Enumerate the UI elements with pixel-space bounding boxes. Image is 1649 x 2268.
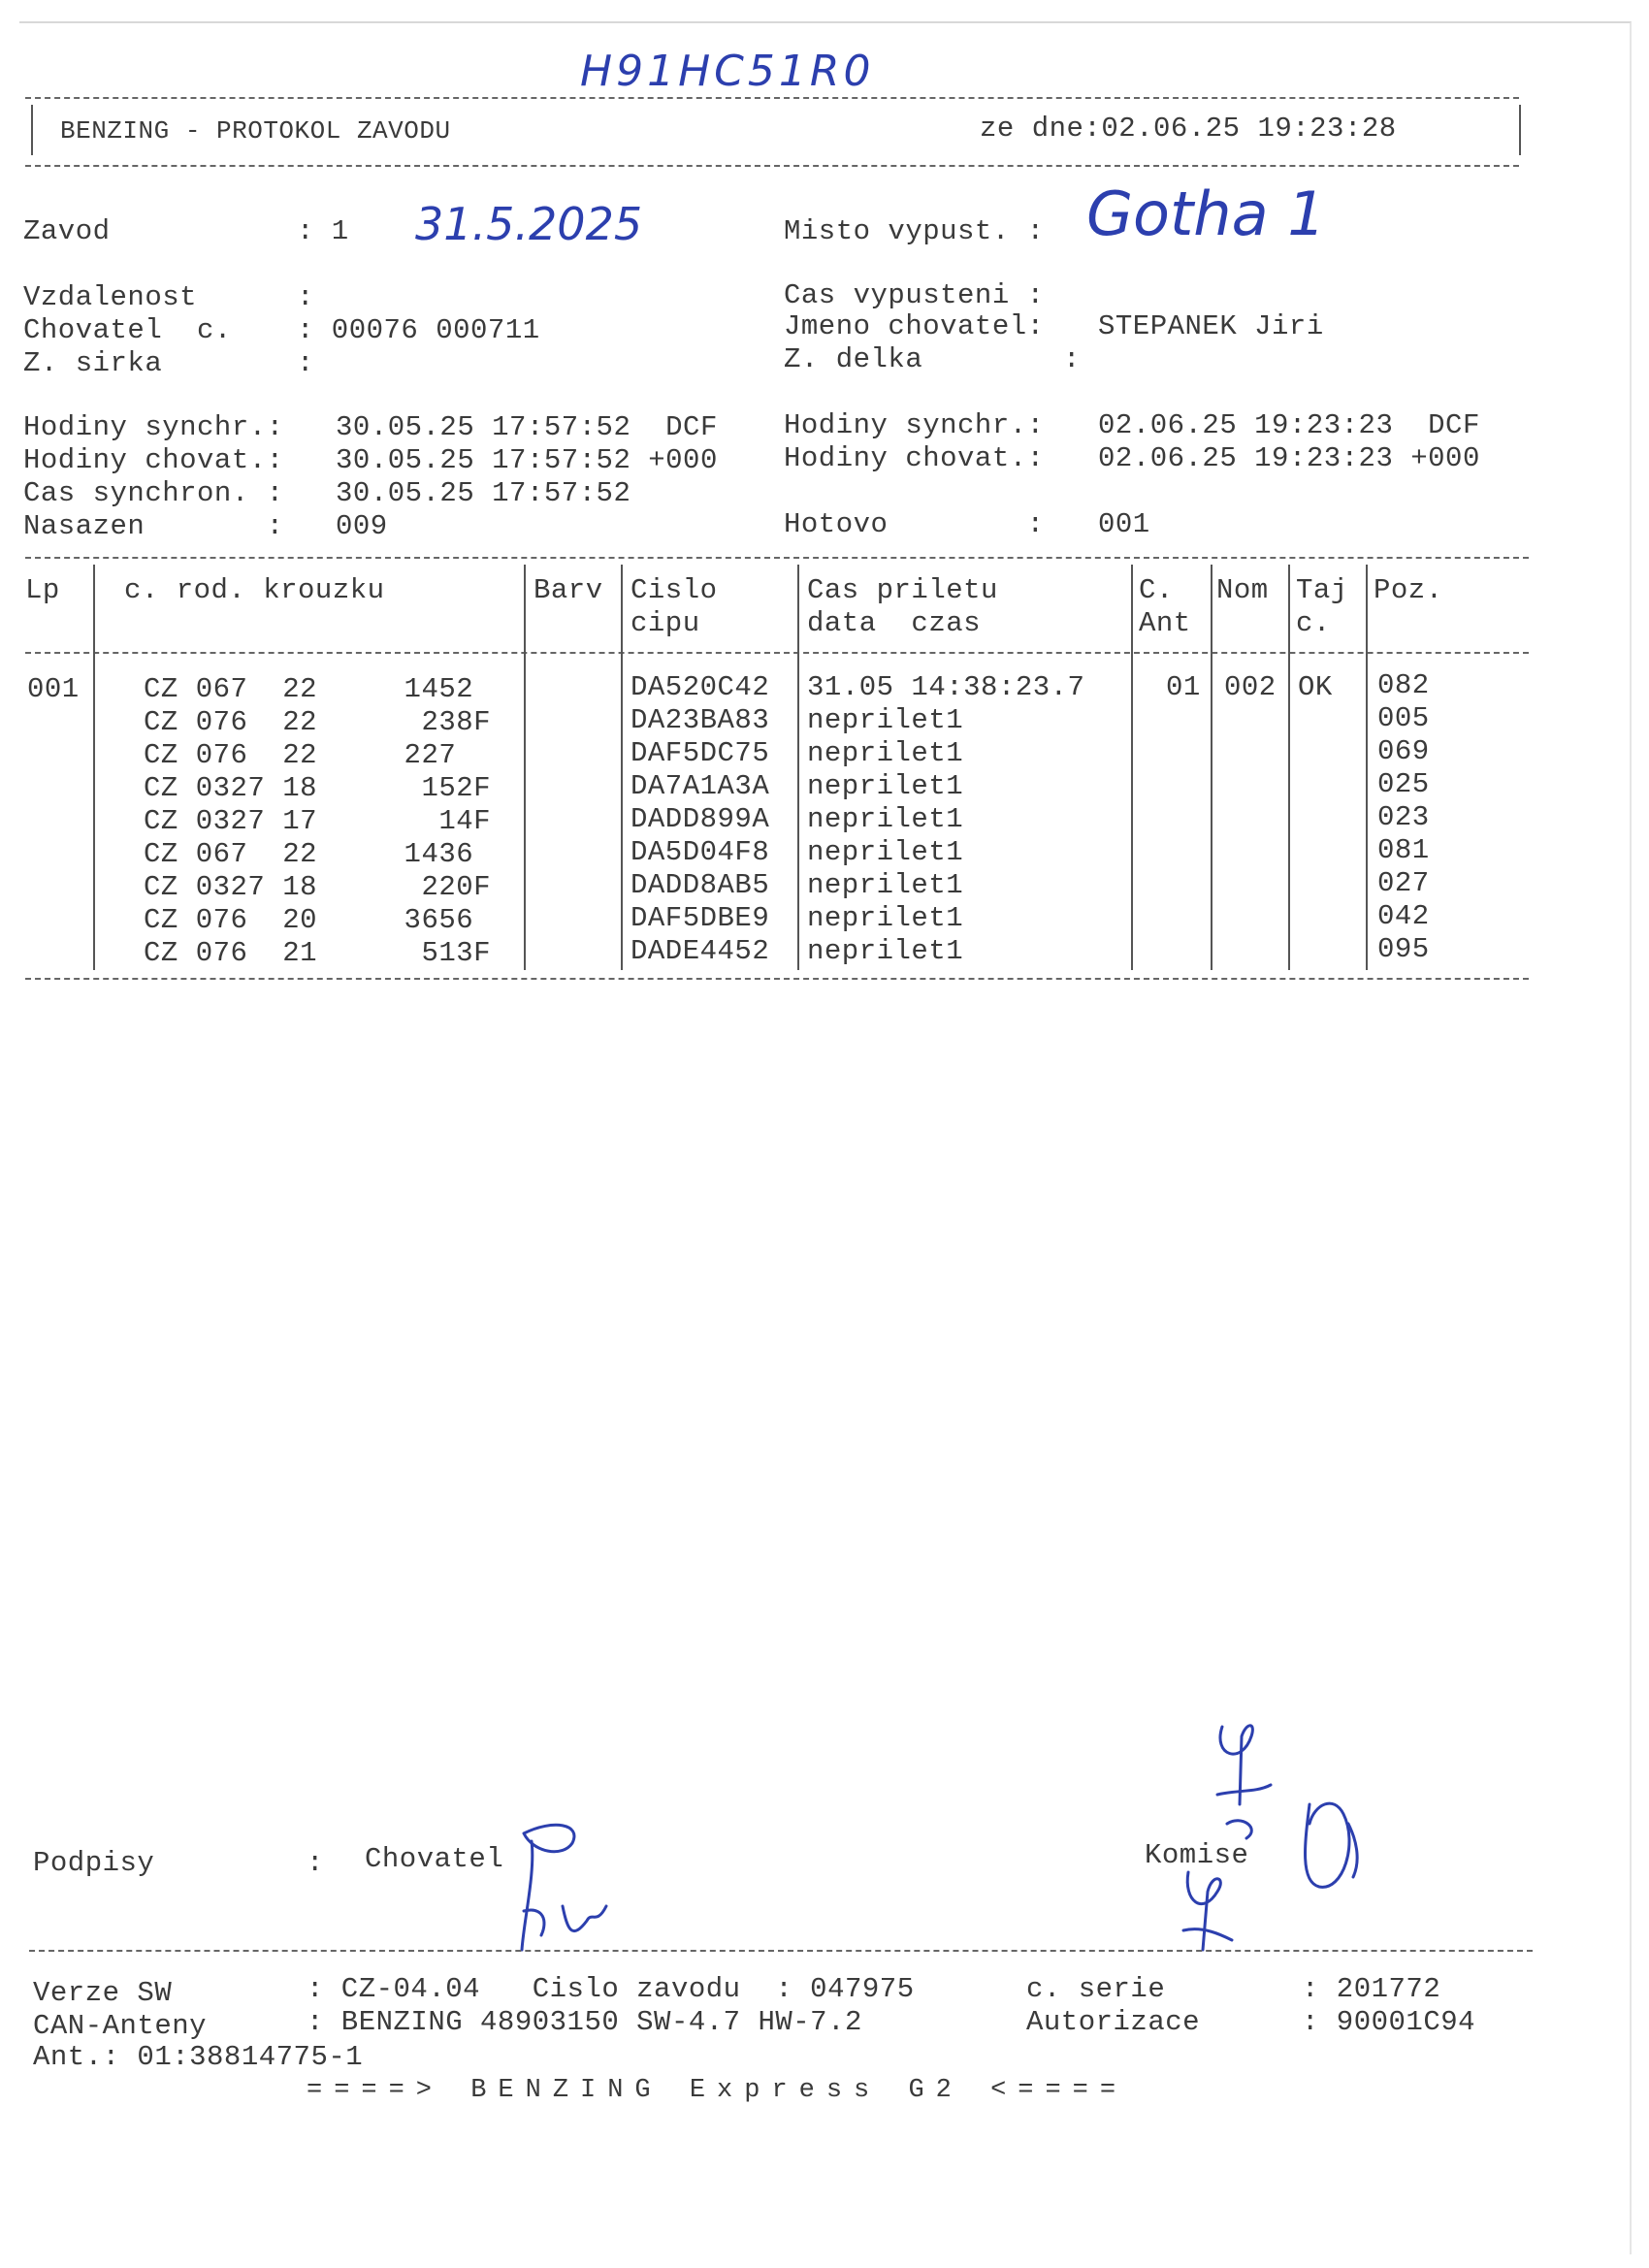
row-lp: 001 — [27, 673, 80, 705]
auth-label: Autorizace — [1026, 2006, 1201, 2038]
row-nom: 002 — [1224, 671, 1277, 703]
header-bottom-rule — [25, 165, 1519, 167]
zavod-value: : 1 — [297, 215, 349, 247]
table-bottom-rule — [25, 978, 1529, 980]
commission-signature-3 — [1174, 1863, 1251, 1960]
row-ring: CZ 0327 18 220F — [144, 871, 492, 903]
header-ring: c. rod. krouzku — [124, 574, 385, 606]
row-ring: CZ 076 20 3656 — [144, 904, 474, 936]
row-time: 31.05 14:38:23.7 — [807, 671, 1085, 703]
header-cipu: cipu — [630, 607, 700, 639]
col-sep-8 — [1366, 565, 1368, 970]
chovatel-value: : 00076 000711 — [297, 314, 540, 346]
sync-left-label-1: Hodiny synchr.: — [23, 411, 284, 443]
row-chip: DA23BA83 — [630, 704, 770, 736]
zavod-label: Zavod — [23, 215, 111, 247]
sync-right-value-1: 02.06.25 19:23:23 DCF — [1098, 409, 1480, 441]
header-taj-c: c. — [1296, 607, 1331, 639]
sync-left-value-1: 30.05.25 17:57:52 DCF — [336, 411, 718, 443]
report-date: ze dne:02.06.25 19:23:28 — [980, 113, 1397, 145]
row-ring: CZ 076 22 238F — [144, 706, 492, 738]
hotovo-value: 001 — [1098, 508, 1150, 540]
col-sep-1 — [93, 565, 95, 970]
col-sep-4 — [797, 565, 799, 970]
nasazen-label: Nasazen : — [23, 510, 284, 542]
row-chip: DADD899A — [630, 803, 770, 835]
row-poz: 023 — [1377, 801, 1430, 833]
row-poz: 081 — [1377, 834, 1430, 866]
row-ring: CZ 067 22 1452 — [144, 673, 474, 705]
auth-value: : 90001C94 — [1302, 2006, 1476, 2038]
row-poz: 082 — [1377, 669, 1430, 701]
sync-left-label-3: Cas synchron. : — [23, 477, 284, 509]
breeder-signature — [495, 1814, 630, 1960]
can-label: CAN-Anteny — [33, 2010, 208, 2042]
z-delka-label: Z. delka — [784, 343, 923, 375]
row-time: neprilet1 — [807, 704, 964, 736]
verze-value: : CZ-04.04 Cislo zavodu : 047975 — [307, 1973, 915, 2005]
row-time: neprilet1 — [807, 737, 964, 769]
header-c: C. — [1139, 574, 1174, 606]
handwritten-race-date: 31.5.2025 — [415, 198, 643, 250]
header-top-rule — [25, 97, 1519, 99]
header-cislo: Cislo — [630, 574, 718, 606]
commission-signature-2 — [1290, 1785, 1377, 1901]
cas-vypusteni-label: Cas vypusteni : — [784, 279, 1045, 311]
row-time: neprilet1 — [807, 770, 964, 802]
row-poz: 095 — [1377, 933, 1430, 965]
jmeno-value: STEPANEK Jiri — [1098, 310, 1324, 342]
row-chip: DA7A1A3A — [630, 770, 770, 802]
row-ant: 01 — [1166, 671, 1201, 703]
sync-right-label-2: Hodiny chovat.: — [784, 442, 1045, 474]
col-sep-2 — [524, 565, 526, 970]
row-chip: DAF5DBE9 — [630, 902, 770, 934]
header-right-border — [1519, 105, 1521, 155]
serie-value: : 201772 — [1302, 1973, 1441, 2005]
row-poz: 042 — [1377, 900, 1430, 932]
sync-right-label-1: Hodiny synchr.: — [784, 409, 1045, 441]
header-taj: Taj — [1296, 574, 1348, 606]
row-chip: DA520C42 — [630, 671, 770, 703]
row-time: neprilet1 — [807, 836, 964, 868]
header-left-border — [31, 105, 33, 155]
handwritten-release-place: Gotha 1 — [1086, 178, 1326, 249]
misto-label: Misto vypust. : — [784, 215, 1045, 247]
header-data-czas: data czas — [807, 607, 982, 639]
row-ring: CZ 067 22 1436 — [144, 838, 474, 870]
podpisy-label: Podpisy — [33, 1847, 155, 1879]
footer-rule — [29, 1950, 1533, 1952]
row-time: neprilet1 — [807, 869, 964, 901]
serie-label: c. serie — [1026, 1973, 1166, 2005]
col-sep-6 — [1211, 565, 1212, 970]
vzdalenost-label: Vzdalenost — [23, 281, 198, 313]
table-header-rule — [25, 652, 1529, 654]
table-top-rule — [25, 557, 1529, 559]
row-chip: DA5D04F8 — [630, 836, 770, 868]
hotovo-label: Hotovo : — [784, 508, 1045, 540]
sync-left-label-2: Hodiny chovat.: — [23, 444, 284, 476]
can-value: : BENZING 48903150 SW-4.7 HW-7.2 — [307, 2006, 862, 2038]
row-poz: 027 — [1377, 867, 1430, 899]
z-delka-value: : — [1063, 343, 1081, 375]
verze-label: Verze SW — [33, 1977, 173, 2009]
header-cas-priletu: Cas priletu — [807, 574, 998, 606]
report-title: BENZING - PROTOKOL ZAVODU — [60, 116, 451, 146]
podpisy-colon: : — [307, 1847, 324, 1879]
z-sirka-value: : — [297, 347, 314, 379]
row-ring: CZ 0327 18 152F — [144, 772, 492, 804]
row-chip: DAF5DC75 — [630, 737, 770, 769]
row-poz: 005 — [1377, 702, 1430, 734]
row-taj: OK — [1298, 671, 1333, 703]
nasazen-value: 009 — [336, 510, 388, 542]
row-ring: CZ 076 22 227 — [144, 739, 457, 771]
col-sep-7 — [1288, 565, 1290, 970]
chovatel-signature-label: Chovatel — [365, 1843, 504, 1875]
row-poz: 025 — [1377, 768, 1430, 800]
antenna-line: Ant.: 01:38814775-1 — [33, 2041, 364, 2073]
row-time: neprilet1 — [807, 935, 964, 967]
row-ring: CZ 076 21 513F — [144, 937, 492, 969]
col-sep-5 — [1131, 565, 1133, 970]
sync-right-value-2: 02.06.25 19:23:23 +000 — [1098, 442, 1480, 474]
col-sep-3 — [621, 565, 623, 970]
header-lp: Lp — [25, 574, 60, 606]
express-banner: ====> BENZING Express G2 <==== — [307, 2076, 1128, 2105]
header-ant: Ant — [1139, 607, 1191, 639]
chovatel-label: Chovatel c. — [23, 314, 232, 346]
row-chip: DADD8AB5 — [630, 869, 770, 901]
z-sirka-label: Z. sirka — [23, 347, 163, 379]
header-poz: Poz. — [1374, 574, 1443, 606]
row-chip: DADE4452 — [630, 935, 770, 967]
jmeno-label: Jmeno chovatel: — [784, 310, 1045, 342]
sync-left-value-2: 30.05.25 17:57:52 +000 — [336, 444, 718, 476]
komise-signature-label: Komise — [1145, 1839, 1249, 1871]
row-time: neprilet1 — [807, 803, 964, 835]
handwritten-code: H91HC51R0 — [580, 47, 875, 96]
vzdalenost-value: : — [297, 281, 314, 313]
commission-signature-1 — [1203, 1717, 1290, 1843]
sync-left-value-3: 30.05.25 17:57:52 — [336, 477, 631, 509]
header-nom: Nom — [1216, 574, 1269, 606]
row-poz: 069 — [1377, 735, 1430, 767]
row-time: neprilet1 — [807, 902, 964, 934]
header-barv: Barv — [534, 574, 603, 606]
row-ring: CZ 0327 17 14F — [144, 805, 492, 837]
